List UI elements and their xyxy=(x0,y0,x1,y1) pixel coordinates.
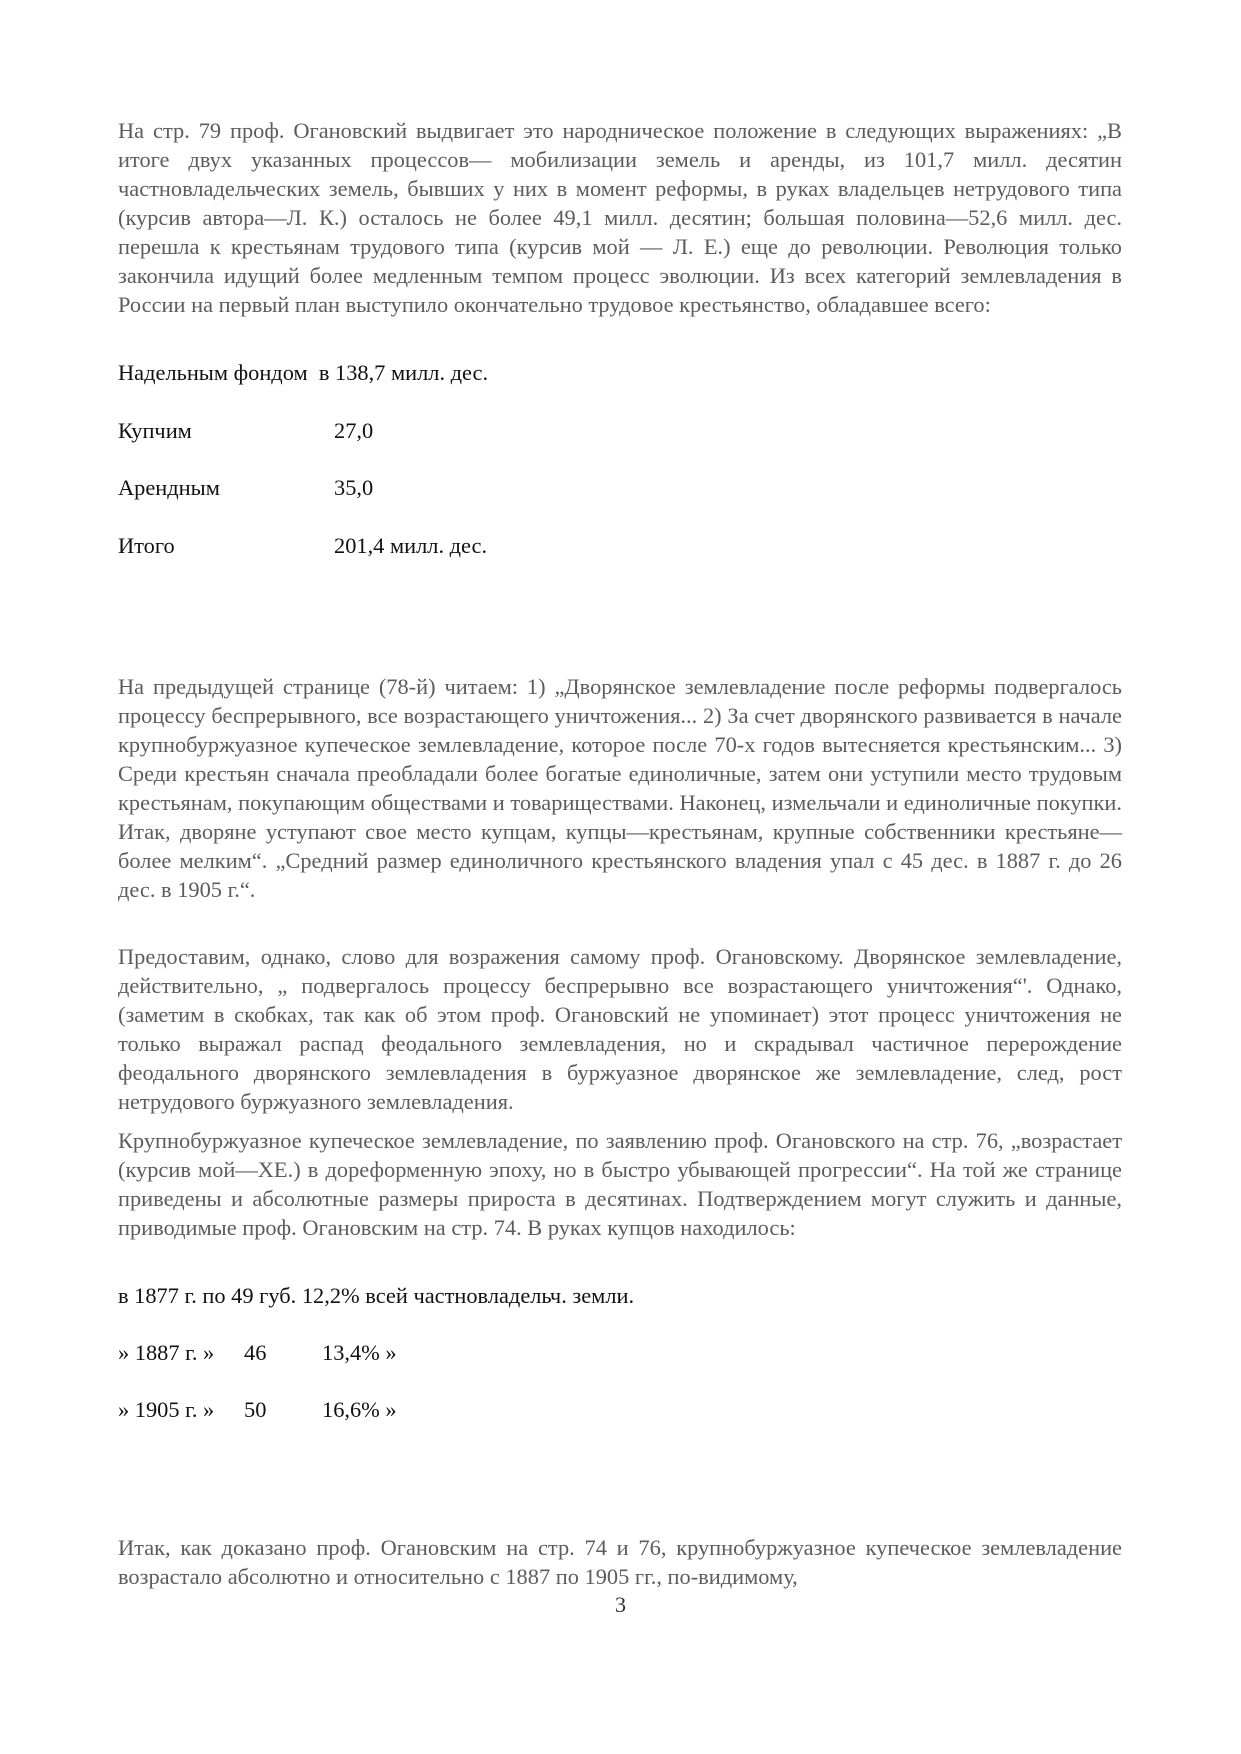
paragraph-conclusion: Итак, как доказано проф. Огановским на стр. 74 и 76, крупнобуржуазное купеческое землевладение возрастало абсолютно и относительно с 1887 по 1905 гг., по-видимому, xyxy=(118,1535,1122,1589)
paragraph-rebuttal: Предоставим, однако, слово для возражения самому проф. Огановскому. Дворянское землевладение, действительно, „ подвергалось процессу беспрерывно все возрастающего уничтожения“'. Однако, (заметим в скобках, так как об этом проф. Огановский не упоминает) этот процесс уничтожения не только выражал распад феодального землевладения, но и скрадывал частичное перерождение феодального дворянского землевладения в буржуазное дворянское же землевладение, след, рост нетрудового буржуазного землевладения. xyxy=(118,944,1122,1114)
merchant-row-share: 13,4% » xyxy=(322,1340,397,1365)
land-row-label: Купчим xyxy=(118,418,192,443)
page-number: 3 xyxy=(614,1592,627,1617)
land-row-value: 201,4 милл. дес. xyxy=(334,533,488,558)
land-row-label: Итого xyxy=(118,533,175,558)
merchant-row-share: 16,6% » xyxy=(322,1397,397,1422)
paragraph-page-78: На предыдущей странице (78-й) читаем: 1) „Дворянское землевладение после реформы подвергалось процессу беспрерывного, все возрастающего уничтожения... 2) За счет дворянского развивается в начале крупнобуржуазное купеческое землевладение, которое после 70-х годов вытесняется крестьянским... 3) Среди крестьян сначала преобладали более богатые единоличные, затем они уступили место трудовым крестьянам, покупающим обществами и товариществами. Наконец, измельчали и единоличные покупки. Итак, дворяне уступают свое место купцам, купцы—крестьянам, крупные собственники крестьяне—более мелким“. „Средний размер единоличного крестьянского владения упал с 45 дес. в 1887 г. до 26 дес. в 1905 г.“. xyxy=(118,674,1122,902)
paragraph-merchant-land: Крупнобуржуазное купеческое землевладение, по заявлению проф. Огановского на стр. 76, „возрастает (курсив мой—ХЕ.) в дореформенную эпоху, но в быстро убывающей прогрессии“. На той же странице приведены и абсолютные размеры прироста в десятинах. Подтверждением могут служить и данные, приводимые проф. Огановским на стр. 74. В руках купцов находилось: xyxy=(118,1128,1122,1240)
land-table-first-line: Надельным фондом в 138,7 милл. дес. xyxy=(118,360,489,385)
merchant-row-year: » 1905 г. » xyxy=(118,1397,215,1422)
merchant-row-year: » 1887 г. » xyxy=(118,1340,215,1365)
land-row-value: 35,0 xyxy=(334,475,374,500)
land-row-label: Арендным xyxy=(118,475,220,500)
paragraph-oganovsky-p79: На стр. 79 проф. Огановский выдвигает это народническое положение в следующих выражениях: „В итоге двух указанных процессов— мобилизации земель и аренды, из 101,7 милл. десятин частновладельческих земель, бывших у них в момент реформы, в руках владельцев нетрудового типа (курсив автора—Л. К.) осталось не более 49,1 милл. десятин; большая половина—52,6 милл. дес. перешла к крестьянам трудового типа (курсив мой — Л. Е.) еще до революции. Революция только закончила идущий более медленным темпом процесс эволюции. Из всех категорий землевладения в России на первый план выступило окончательно трудовое крестьянство, обладавшее всего: xyxy=(118,118,1122,317)
merchant-table-first-line: в 1877 г. по 49 губ. 12,2% всей частновладельч. земли. xyxy=(118,1283,635,1308)
land-row-value: 27,0 xyxy=(334,418,374,443)
merchant-row-count: 46 xyxy=(244,1340,267,1365)
merchant-row-count: 50 xyxy=(244,1397,267,1422)
